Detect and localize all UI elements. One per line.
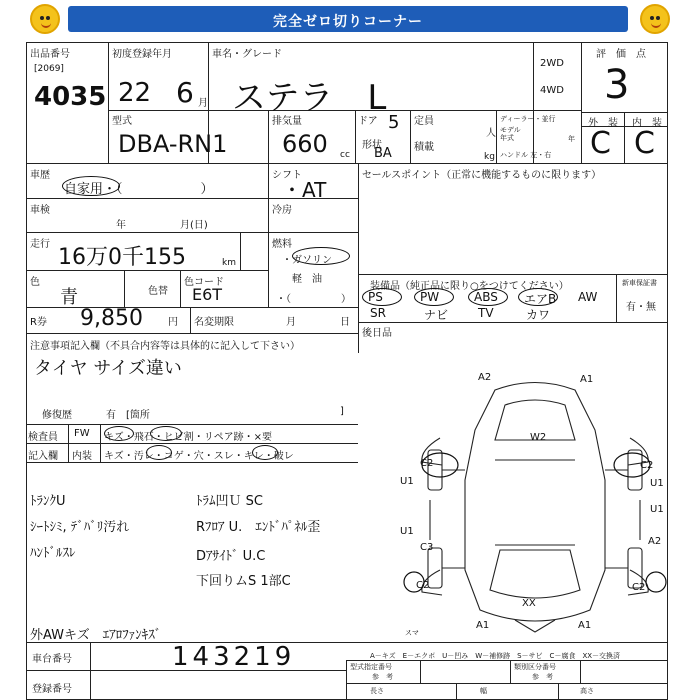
inspector-fw: FW (74, 428, 90, 439)
drive-2wd: 2WD (540, 58, 564, 69)
page-header (0, 0, 700, 38)
repair-close: ] (340, 406, 344, 417)
color-code-value: E6T (192, 285, 223, 304)
diagram-damage-label: U1 (400, 526, 414, 537)
capacity-label: 定員 (414, 116, 434, 127)
equipment-item: カワ (526, 308, 551, 322)
load-label: 積載 (414, 142, 434, 153)
first-registration-label: 初度登録年月 (112, 49, 172, 60)
equipment-item-circle (414, 288, 454, 306)
diagram-damage-label: C3 (420, 542, 434, 553)
inspector-items-2: キズ・汚レ・コゲ・穴・スレ・キレ・破レ (104, 451, 294, 462)
chassis-value: 143219 (172, 642, 296, 672)
first-registration-year: 22 (118, 78, 152, 108)
remark-line-3: ﾊﾝﾄﾞﾙｽﾚ (30, 546, 76, 561)
private-use-circle (62, 176, 120, 196)
recycle-label: R券 (30, 317, 47, 328)
entry-label: 記入欄 (28, 451, 58, 462)
lot-number: 4035 (34, 82, 107, 112)
recycle-unit: 円 (168, 317, 178, 328)
first-registration-month-unit: 月 (198, 98, 208, 109)
title-expiry-day: 日 (340, 317, 350, 328)
score-exterior-label: 外 装 (588, 118, 618, 129)
scratch-circle (104, 426, 134, 441)
diagram-damage-label: C2 (632, 582, 646, 593)
equipment-label: 装備品（純正品に限り○をつけてください） (370, 281, 569, 292)
notes-label: 注意事項記入欄（不具合内容等は具体的に記入して下さい） (30, 341, 300, 352)
diagram-damage-label: A1 (580, 374, 594, 385)
car-history-value: 自家用・（ ） (64, 182, 214, 197)
remark-line-7: 下回りムS 1部C (196, 574, 291, 589)
diagram-damage-label: A1 (578, 620, 592, 631)
model-label: 型式 (112, 116, 132, 127)
mascot-right-icon (640, 4, 670, 34)
class-label: 類別区分番号 (514, 663, 556, 671)
color-label: 色 (30, 277, 40, 288)
length-label: 長さ (370, 687, 384, 695)
chip-circle (150, 426, 182, 441)
diagram-damage-label: W2 (530, 432, 547, 443)
width-label: 幅 (480, 687, 487, 695)
displacement-value: 660 (282, 130, 328, 158)
type-designation-ref: 参 考 (372, 673, 393, 681)
fuel-label: 燃料 (272, 239, 292, 250)
registration-label: 登録番号 (32, 684, 72, 695)
equipment-item-circle (518, 288, 558, 306)
height-label: 高さ (580, 687, 594, 695)
inspector-items: キズ・飛石・ヒビ割・リペア跡・×要 (104, 432, 272, 443)
lot-label: 出品番号 (30, 49, 70, 60)
equipment-item: AW (578, 290, 598, 304)
mileage-label: 走行 (30, 239, 50, 250)
score-interior-label: 内 装 (632, 118, 662, 129)
title-expiry-month: 月 (286, 317, 296, 328)
score-label: 評 価 点 (596, 49, 646, 60)
rub-circle (252, 445, 278, 460)
remark-line-1: ﾄﾗﾝｸU (30, 494, 66, 509)
displacement-label: 排気量 (272, 116, 302, 127)
diagram-damage-label: C2 (640, 460, 654, 471)
inspection-year-unit: 年 (116, 220, 126, 231)
sales-point-label: セールスポイント（正常に機能するものに限ります） (362, 170, 602, 181)
repair-label: 修復歴 (42, 410, 72, 421)
equipment-item-circle (362, 288, 402, 306)
recycle-value: 9,850 (80, 306, 143, 331)
first-registration-month: 6 (176, 76, 194, 109)
diagram-damage-label: U1 (650, 504, 664, 515)
equipment-item-circle (468, 288, 508, 306)
mascot-left-icon (30, 4, 60, 34)
new-warranty-label: 新車保証書 (622, 279, 657, 287)
shift-label: シフト (272, 170, 302, 181)
equipment-item: TV (478, 306, 494, 320)
car-history-label: 車歴 (30, 170, 50, 181)
remark-line-8: 外AWキズ ｴｱﾛﾌｧﾝｷｽﾞ (30, 628, 162, 643)
rear-seat-label: 後日品 (362, 328, 392, 339)
year-unit: 年 (568, 135, 575, 143)
equipment-item: ABS (474, 290, 498, 304)
inspection-label: 車検 (30, 205, 50, 216)
door-label: ドア (358, 116, 378, 127)
load-unit: kg (484, 152, 495, 162)
diagram-damage-label: A2 (478, 372, 492, 383)
remark-line-2: ｼｰﾄｼﾐ, ﾃﾞﾊﾞﾘ汚れ (30, 520, 130, 535)
lot-sub-number: [2069] (34, 64, 64, 74)
equipment-item: エアB (524, 292, 557, 306)
stain-circle (146, 445, 172, 460)
diagram-legend: A－キズ E－エクボ U－凹み W－補修跡 S－サビ C－腐食 XX－交換済 (370, 652, 621, 660)
diagram-damage-label: A1 (476, 620, 490, 631)
aircon-label: 冷房 (272, 205, 292, 216)
title-expiry-label: 名変期限 (194, 317, 234, 328)
diagram-damage-label: C2 (420, 458, 434, 469)
diagram-damage-label: C2 (416, 580, 430, 591)
inspector-label: 検査員 (28, 432, 58, 443)
model-value: DBA-RN1 (118, 130, 228, 158)
fuel-other: ・（ ） (276, 294, 351, 305)
diagram-damage-label: A2 (648, 536, 662, 547)
remark-line-5: Rﾌﾛｱ U. ｴﾝﾄﾞﾊﾟﾈﾙ歪 (196, 520, 321, 535)
capacity-unit: 人 (486, 128, 496, 139)
diagram-damage-label: XX (522, 598, 536, 609)
shift-value: ・AT (282, 178, 327, 202)
handle-label: ハンドル 左・右 (500, 151, 552, 159)
model-year-label: モデル 年式 (500, 126, 521, 142)
remark-line-4: ﾄﾗﾑ凹Ｕ SC (196, 494, 263, 509)
equipment-item: PW (420, 290, 440, 304)
diagram-damage-label: U1 (400, 476, 414, 487)
inspector-interior: 内装 (72, 451, 92, 462)
door-shape-value: BA (374, 146, 392, 161)
repair-value: 有 [箇所 (106, 410, 150, 421)
header-bar (68, 6, 628, 32)
remark-line-6: Dｱｻｲﾄﾞ U.C (196, 549, 266, 564)
score-exterior-value: C (590, 126, 611, 161)
score-interior-value: C (634, 126, 655, 161)
mileage-value: 16万0千155 (58, 245, 186, 270)
header-title: 完全ゼロ切りコーナー (273, 14, 423, 30)
fuel-diesel: 軽 油 (292, 274, 322, 285)
diagram-sumeru: スマ (405, 629, 419, 637)
door-value: 5 (388, 112, 400, 133)
inspection-month-unit: 月(日) (180, 220, 208, 231)
drive-4wd: 4WD (540, 85, 564, 96)
displacement-unit: cc (340, 150, 350, 160)
color-value: 青 (60, 287, 78, 308)
fuel-gasoline: ・ガソリン (282, 255, 332, 266)
class-ref: 参 考 (532, 673, 553, 681)
equipment-item: SR (370, 306, 386, 320)
new-warranty-value: 有・無 (626, 302, 656, 313)
car-name-value: ステラ L (232, 78, 387, 118)
type-designation-label: 型式指定番号 (350, 663, 392, 671)
equipment-item: PS (368, 290, 383, 304)
mileage-unit: km (222, 258, 236, 268)
dealer-label: ディーラー・並行 (500, 115, 556, 123)
color-change-label: 色替 (148, 286, 168, 297)
score-value: 3 (604, 62, 630, 108)
equipment-item: ナビ (424, 308, 449, 322)
color-code-label: 色コード (184, 277, 224, 288)
notes-text: タイヤ サイズ違い (34, 358, 182, 379)
car-name-label: 車名・グレード (212, 49, 282, 60)
diagram-damage-label: U1 (650, 478, 664, 489)
door-shape-label: 形状 (362, 140, 382, 151)
gasoline-circle (292, 247, 350, 265)
chassis-label: 車台番号 (32, 654, 72, 665)
